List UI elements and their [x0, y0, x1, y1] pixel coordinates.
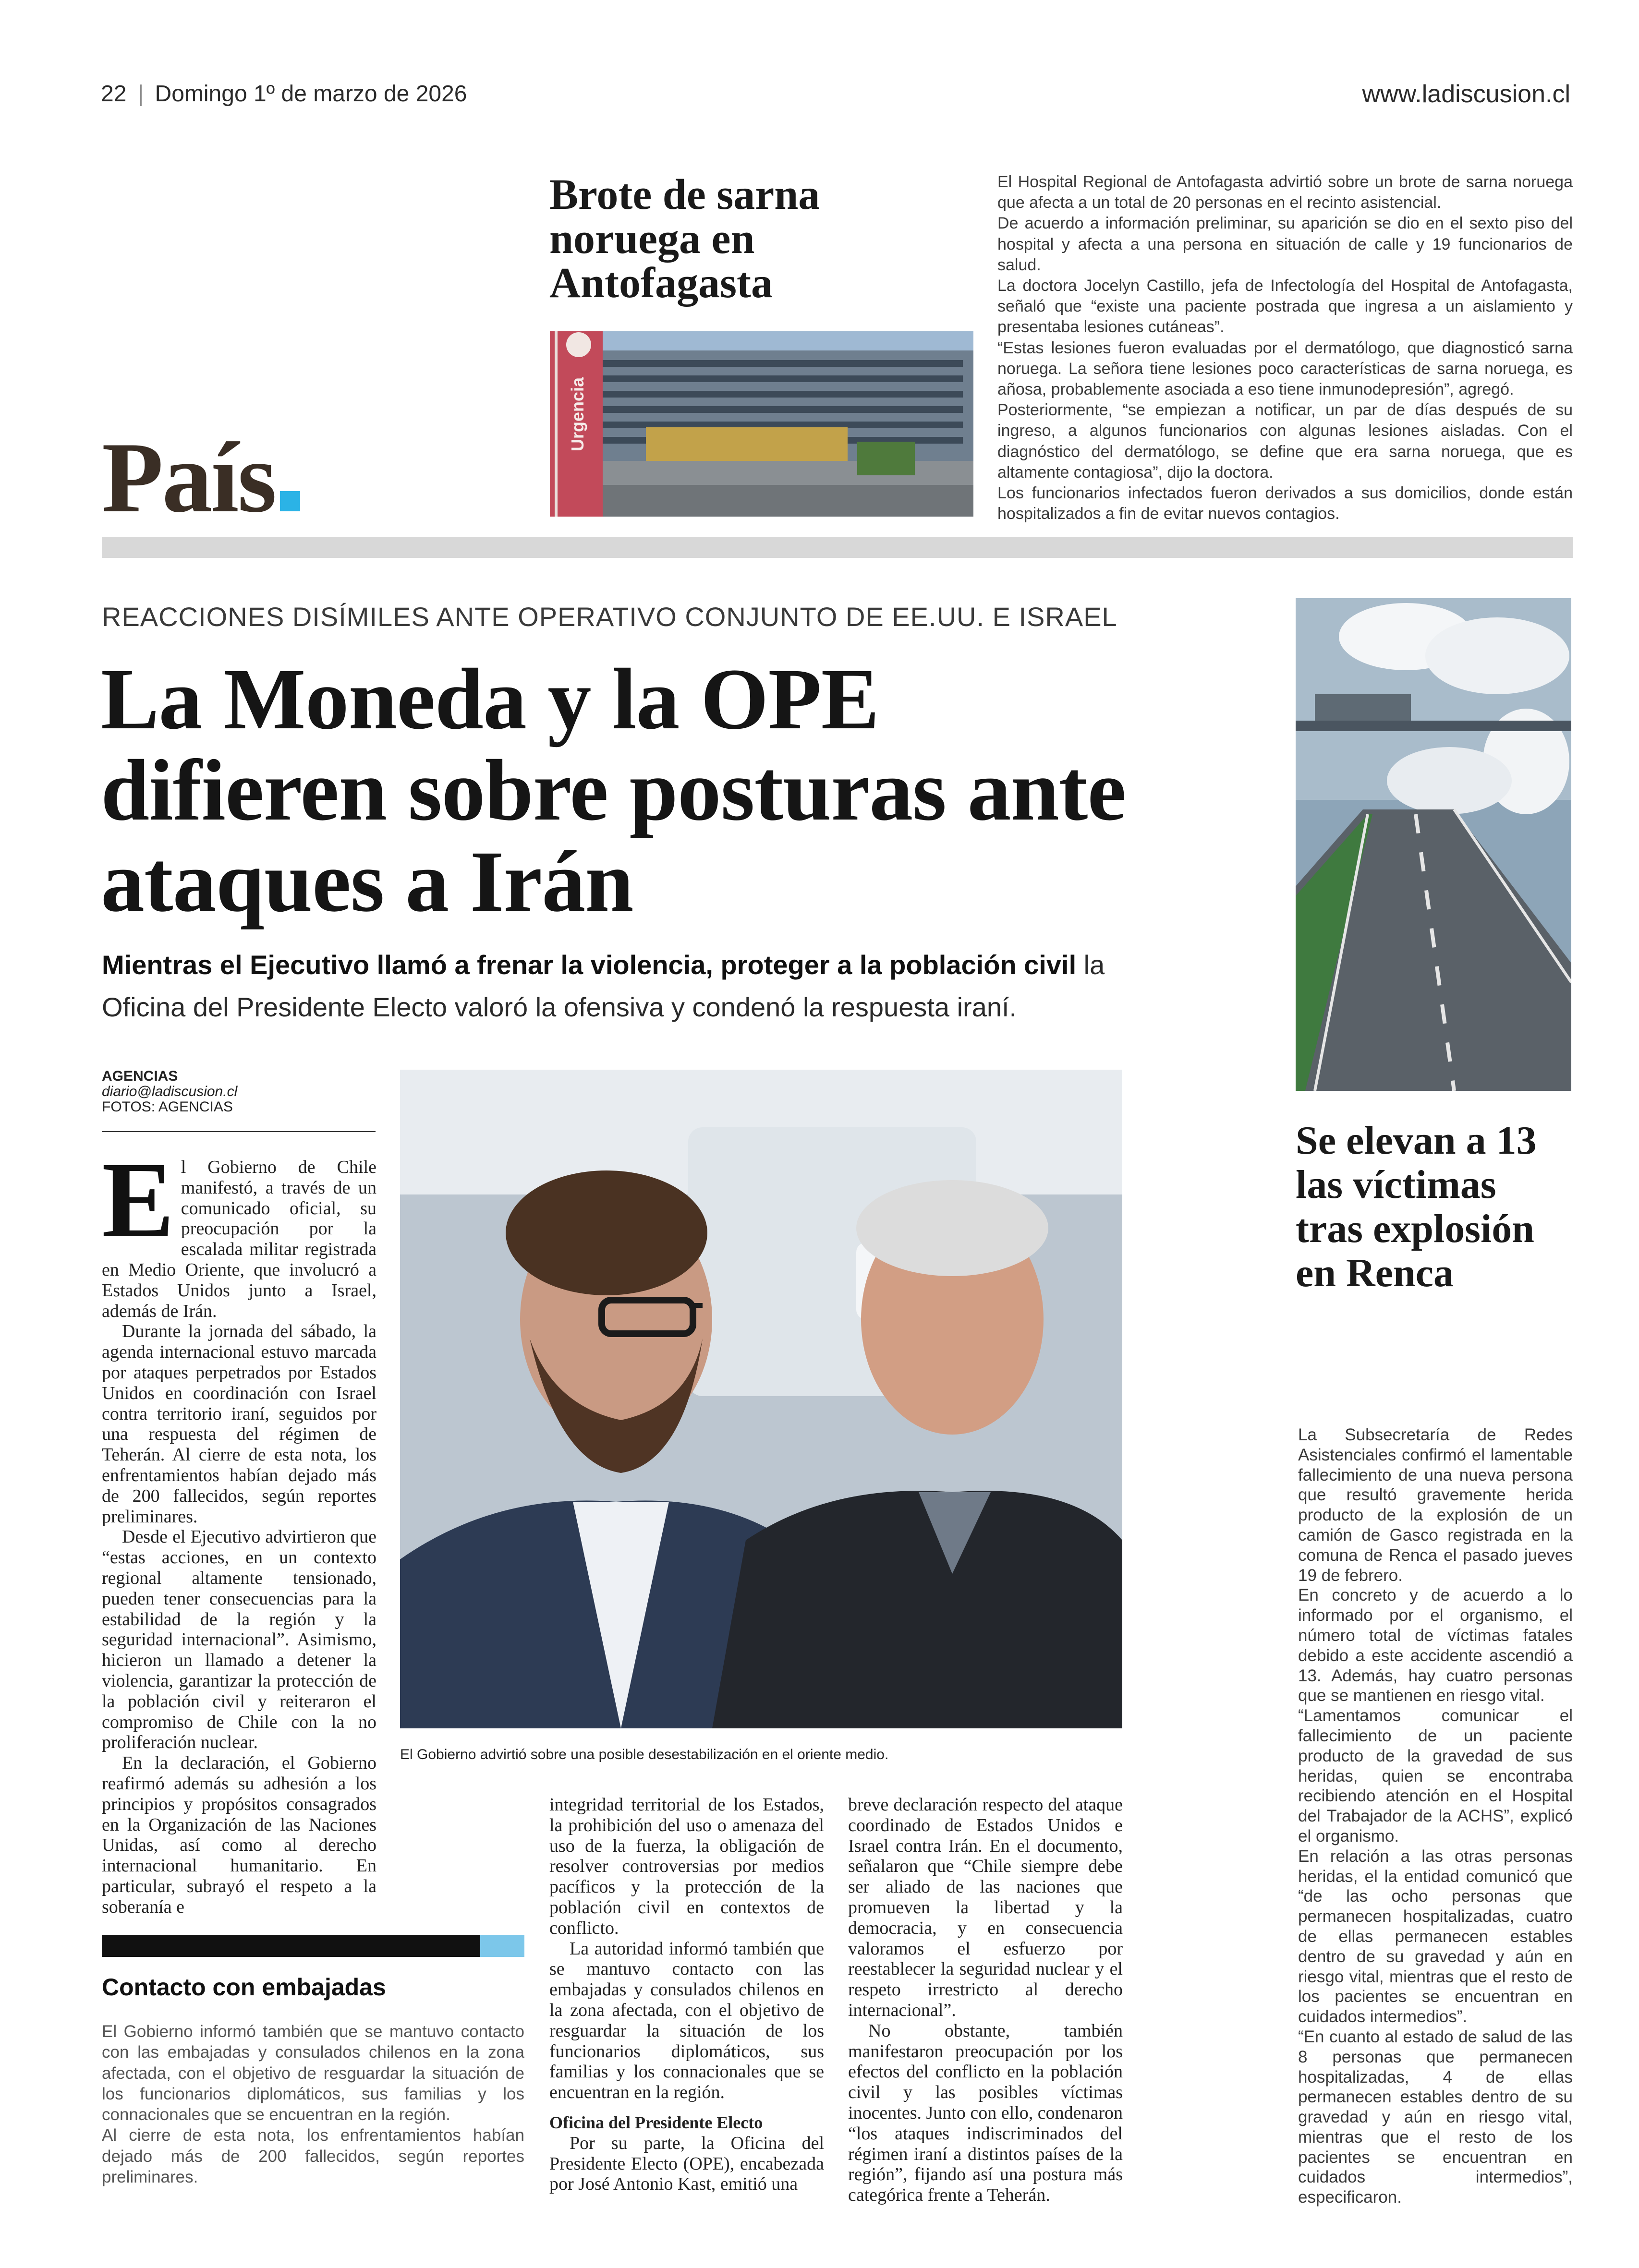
brief-paragraph: Los funcionarios infectados fueron derivados a sus domicilios, donde están hospitalizados a fin de evitar nuevos contagios. — [997, 484, 1573, 523]
sidebar-paragraph: La Subsecretaría de Redes Asistenciales confirmó el lamentable fallecimiento de una nueva persona que resultó gravemente herida producto de la explosión de un camión de Gasco registrada en la comuna de Renca el pasado jueves 19 de febrero. — [1298, 1425, 1573, 1585]
article-paragraph: Durante la jornada del sábado, la agenda internacional estuvo marcada por ataques perpetrados por Estados Unidos en coordinación con Israel contra territorio iraní, seguidos por una respuesta del régimen de Teherán. Al cierre de esta nota, los enfrentamientos habían dejado más de 200 fallecidos, según reportes preliminares. — [102, 1321, 376, 1527]
box-paragraph: El Gobierno informó también que se mantuvo contacto con las embajadas y consulados chilenos en la zona afectada, con el objetivo de resguardar la situación de los funcionarios diplomáticos, sus familias y los connacionales que se encuentran en la región. — [102, 2022, 524, 2124]
box-body — [102, 2021, 524, 2187]
article-column-3 — [848, 1795, 1123, 2206]
website-link[interactable]: www.ladiscusion.cl — [1362, 80, 1570, 108]
sidebar-paragraph: En relación a las otras personas heridas, el la entidad comunicó que “de las ocho personas que permanecen hospitalizadas, cuatro de ellas permanecen estables dentro de su gravedad y aún en riesgo vital, mientras que el resto de los pacientes se encuentran en cuidados intermedios”. — [1298, 1846, 1573, 2027]
brief-paragraph: El Hospital Regional de Antofagasta advirtió sobre un brote de sarna noruega que afecta a un total de 20 personas en el recinto asistencial. — [997, 173, 1573, 212]
box-paragraph: Al cierre de esta nota, los enfrentamientos habían dejado más de 200 fallecidos, según reportes preliminares. — [102, 2126, 524, 2187]
lead-bold: Mientras el Ejecutivo llamó a frenar la violencia, proteger a la población civil — [102, 950, 1077, 980]
article-paragraph: La autoridad informó también que se mantuvo contacto con las embajadas y consulados chilenos en la zona afectada, con el objetivo de resguardar la situación de los funcionarios diplomáticos, sus familias y los connacionales que se encuentran en la región. — [549, 1938, 824, 2103]
byline-agency: AGENCIAS — [102, 1068, 178, 1084]
brief-paragraph: Posteriormente, “se empiezan a notificar, un par de días después de su ingreso, a algunos funcionarios con algunas lesiones aisladas. Con el diagnóstico del dermatólogo, se define que era sarna noruega, que es altamente contagiosa”, dijo la doctora. — [997, 401, 1573, 482]
section-title — [102, 422, 300, 533]
photo-caption: El Gobierno advirtió sobre una posible desestabilización en el oriente medio. — [400, 1747, 889, 1762]
article-kicker: REACCIONES DISÍMILES ANTE OPERATIVO CONJUNTO DE EE.UU. E ISRAEL — [102, 602, 1117, 632]
article-paragraph: l Gobierno de Chile manifestó, a través de un comunicado oficial, su preocupación por la escalada militar registrada en Medio Oriente, que involucró a Estados Unidos junto a Israel, además de Irán. — [102, 1157, 376, 1321]
brief-paragraph: “Estas lesiones fueron evaluadas por el dermatólogo, que diagnosticó sarna noruega. La señora tiene lesiones poco características de sarna noruega, es añosa, probablemente asociada a eso tiene inmunodepresión”, agregó. — [997, 338, 1573, 399]
article-column-2 — [549, 1795, 824, 2195]
byline-photos: FOTOS: AGENCIAS — [102, 1099, 233, 1115]
sidebar-title: Se elevan a 13 las víctimas tras explosión en Renca — [1296, 1118, 1537, 1295]
section-divider-band — [102, 537, 1573, 558]
article-lead — [102, 944, 1178, 1028]
box-top-bar-accent — [480, 1935, 524, 1957]
brief-hospital-photo — [550, 331, 973, 517]
sidebar-paragraph: “En cuanto al estado de salud de las 8 personas que permanecen hospitalizadas, 4 de ellas permanecen estables dentro de su gravedad y aún en riesgo vital, mientras que el resto de los pacientes se encuentran en cuidados intermedios”, especificaron. — [1298, 2027, 1573, 2207]
box-title: Contacto con embajadas — [102, 1974, 386, 2001]
sidebar-paragraph: “Lamentamos comunicar el fallecimiento de un paciente producto de la gravedad de sus heridas, quien se encontraba recibiendo atención en el Hospital del Trabajador de la ACHS”, explicó el organismo. — [1298, 1706, 1573, 1846]
byline-rule — [102, 1131, 376, 1132]
article-column-1 — [102, 1140, 376, 1917]
article-paragraph: En la declaración, el Gobierno reafirmó además su adhesión a los principios y propósitos consagrados en la Organización de las Naciones Unidas, así como al derecho internacional humanitario. En particular, subrayó el respeto a la soberanía e — [102, 1753, 376, 1917]
urgencia-sign-text: Urgencia — [568, 377, 587, 451]
lead-rest: la Oficina del Presidente Electo valoró la ofensiva y condenó la respuesta iraní. — [102, 950, 1105, 1022]
article-paragraph: No obstante, también manifestaron preocupación por los efectos del conflicto en la población civil y las posibles víctimas inocentes. Junto con ello, condenaron “los ataques indiscriminados del régimen iraní a distintos países de la región”, fijando así una postura más categórica frente a Teherán. — [848, 2020, 1123, 2206]
box-top-bar — [102, 1935, 515, 1957]
article-paragraph: breve declaración respecto del ataque coordinado de Estados Unidos e Israel contra Irán. En el documento, señalaron que “Chile siempre debe ser aliado de las naciones que promueven la libertad y la democracia, y en consecuencia valoramos el esfuerzo por reestablecer la seguridad nuclear y el respeto irrestricto al derecho internacional”. — [848, 1795, 1123, 2020]
section-dot-icon — [280, 491, 300, 511]
brief-title: Brote de sarna noruega en Antofagasta — [549, 171, 820, 307]
article-paragraph: Por su parte, la Oficina del Presidente Electo (OPE), encabezada por José Antonio Kast, emitió una — [549, 2133, 824, 2195]
article-main-photo — [400, 1070, 1122, 1728]
brief-body — [997, 172, 1573, 524]
brief-paragraph: De acuerdo a información preliminar, su aparición se dio en el sexto piso del hospital y afecta a una persona en situación de calle y 19 funcionarios de salud. — [997, 214, 1573, 274]
article-subhead: Oficina del Presidente Electo — [549, 2112, 763, 2132]
byline-email[interactable]: diario@ladiscusion.cl — [102, 1084, 238, 1099]
page-number: 22 — [101, 81, 127, 107]
section-name: País — [102, 422, 276, 533]
sidebar-body — [1298, 1425, 1573, 2208]
article-paragraph: integridad territorial de los Estados, la prohibición del uso o amenaza del uso de la fuerza, la obligación de resolver controversias por medios pacíficos y la protección de la población civil en contextos de conflicto. — [549, 1795, 824, 1938]
page-folio: 22 | Domingo 1º de marzo de 2026 — [101, 81, 467, 107]
sidebar-explosion-photo — [1296, 598, 1571, 1091]
sidebar-paragraph: En concreto y de acuerdo a lo informado por el organismo, el número total de víctimas fatales debido a este accidente ascendió a 13. Además, hay cuatro personas que se mantienen en riesgo vital. — [1298, 1586, 1573, 1705]
article-paragraph: Desde el Ejecutivo advirtieron que “estas acciones, en un contexto regional altamente tensionado, pueden tener consecuencias para la estabilidad de la región y la seguridad internacional”. Asimismo, hicieron un llamado a detener la violencia, garantizar la protección de la población civil y reiteraron el compromiso de Chile con la no proliferación nuclear. — [102, 1527, 376, 1753]
article-byline — [102, 1069, 380, 1115]
drop-cap: E — [102, 1140, 174, 1260]
brief-paragraph: La doctora Jocelyn Castillo, jefa de Infectología del Hospital de Antofagasta, señaló que “existe una paciente postrada que ingresa a un aislamiento y presentaba lesiones cutáneas”. — [997, 277, 1573, 337]
issue-date: Domingo 1º de marzo de 2026 — [155, 81, 467, 107]
article-headline: La Moneda y la OPE difieren sobre posturas ante ataques a Irán — [101, 651, 1126, 930]
